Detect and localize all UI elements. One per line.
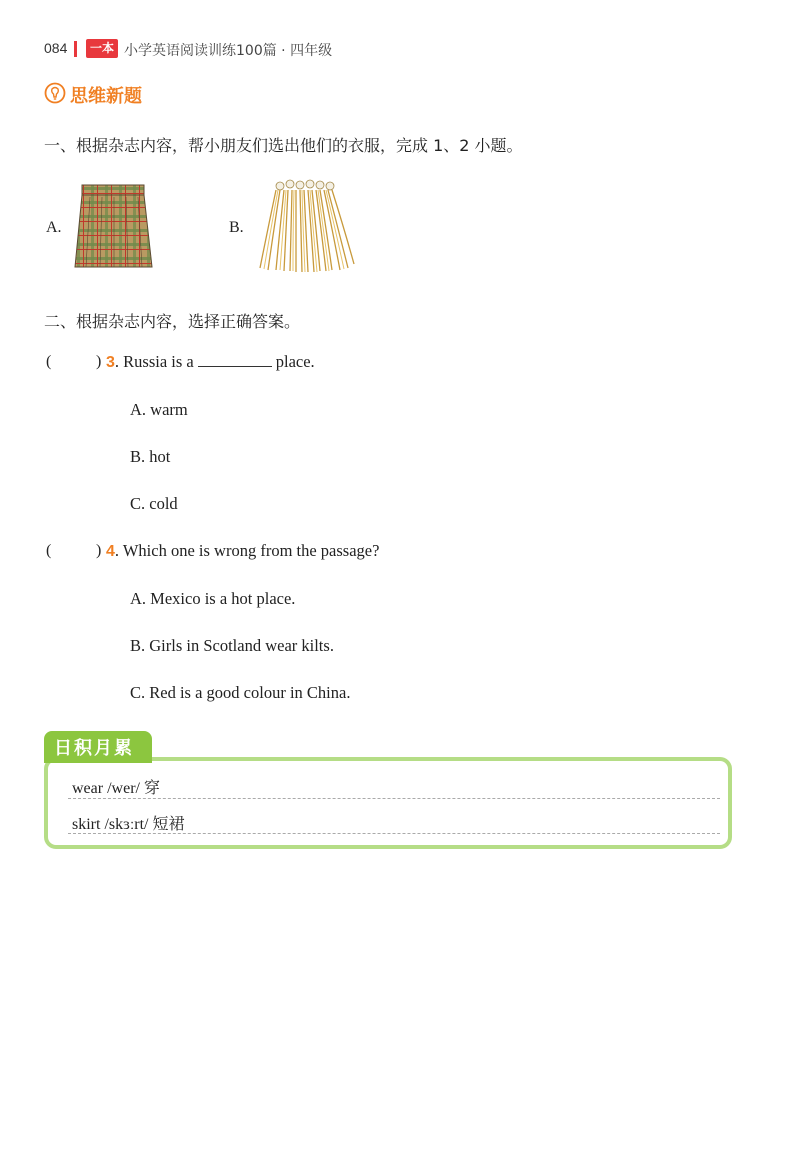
vocab-entry-wear: wear /wer/ 穿	[72, 780, 160, 797]
part1-heading: 一、根据杂志内容，帮小朋友们选出他们的衣服，完成 1、2 小题。	[44, 136, 523, 155]
answer-paren-close-3: )	[96, 353, 102, 370]
answer-paren-open-3: (	[46, 353, 52, 370]
vocab-divider	[68, 833, 720, 834]
choice-4a: A. Mexico is a hot place.	[130, 589, 296, 608]
answer-paren-open-4: (	[46, 542, 52, 559]
question-4	[106, 541, 379, 561]
vocab-entry-skirt: skirt /skɜːrt/ 短裙	[72, 816, 185, 833]
choice-3b: B. hot	[130, 447, 171, 466]
option-a-label: A.	[46, 219, 62, 236]
lightbulb-icon	[44, 82, 66, 104]
question-text: . Which one is wrong from the passage?	[114, 541, 380, 560]
vocab-title: 日积月累	[54, 738, 134, 759]
question-text: . Russia is a	[114, 352, 194, 371]
option-b-label: B.	[229, 219, 244, 236]
book-title: 小学英语阅读训练100篇 · 四年级	[124, 43, 333, 59]
answer-paren-close-4: )	[96, 542, 102, 559]
question-number: 4	[106, 543, 115, 560]
fill-blank	[198, 352, 272, 367]
part2-heading: 二、根据杂志内容，选择正确答案。	[44, 312, 301, 331]
question-3	[106, 352, 315, 372]
header-divider	[74, 41, 77, 57]
choice-3c: C. cold	[130, 494, 178, 513]
choice-4c: C. Red is a good colour in China.	[130, 683, 351, 702]
question-number: 3	[106, 354, 115, 371]
kilt-image	[72, 183, 156, 273]
vocab-box	[44, 757, 732, 849]
section-title: 思维新题	[70, 86, 142, 107]
grass-skirt-image	[256, 178, 360, 274]
brand-badge: 一本	[86, 39, 118, 58]
page-number: 084	[44, 40, 68, 56]
vocab-divider	[68, 798, 720, 799]
choice-4b: B. Girls in Scotland wear kilts.	[130, 636, 334, 655]
question-text-after: place.	[275, 352, 315, 371]
choice-3a: A. warm	[130, 400, 188, 419]
